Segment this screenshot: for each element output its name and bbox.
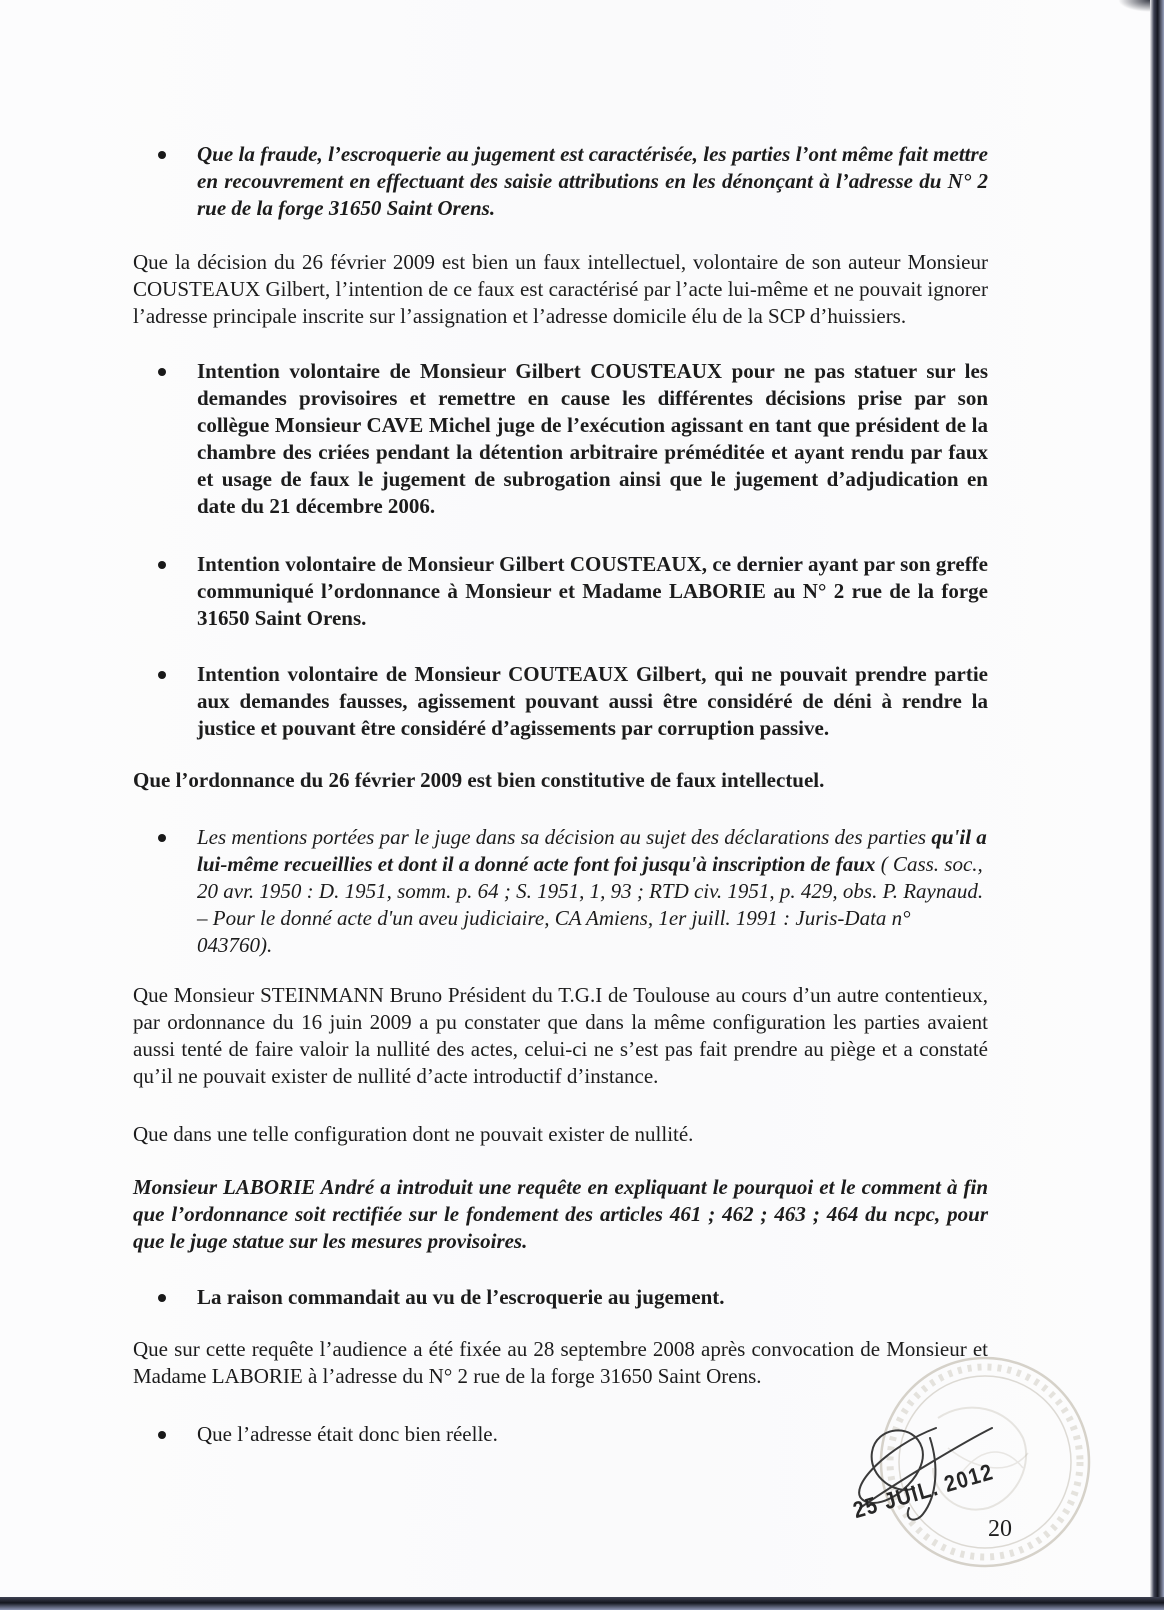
bullet-text: Intention volontaire de Monsieur Gilbert COUSTEAUX pour ne pas statuer sur les demandes provisoires et remettre en cause les différentes décisions prise par son collègue Monsieur CAVE Michel juge de l’exécution agissant en tant que président de la chambre des criées pendant la détention arbitraire préméditée et ayant rendu par faux et usage de faux le jugement de subrogation ainsi que le jugement d’adjudication en date du 21 décembre 2006. <box>197 359 988 518</box>
paragraph-text: Que la décision du 26 février 2009 est bien un faux intellectuel, volontaire de son auteur Monsieur COUSTEAUX Gilbert, l’intention de ce faux est caractérisé par l’acte lui-même et ne pouvait ignorer l’adresse principale inscrite sur l’assignation et l’adresse domicile élu de la SCP d’huissiers. <box>133 250 988 328</box>
bullet-icon <box>158 671 166 679</box>
document-body <box>133 141 988 1448</box>
para-configuration-nullite <box>133 1121 988 1148</box>
date-stamp: 25 JUIL. 2012 <box>850 1459 997 1524</box>
bullet-raison-commandait <box>133 1284 988 1311</box>
bullet-intention-statuer <box>133 358 988 520</box>
paragraph-text: Que dans une telle configuration dont ne pouvait exister de nullité. <box>133 1122 694 1146</box>
citation-reference: ( Cass. soc., 20 avr. 1950 : D. 1951, somm. p. 64 ; S. 1951, 1, 93 ; RTD civ. 1951, p. 429, obs. P. Raynaud. – Pour le donné acte d'un aveu judiciaire, CA Amiens, 1er juill. 1991 : Juris-Data n° 043760). <box>197 852 984 957</box>
bullet-intention-couteaux <box>133 661 988 742</box>
bullet-icon <box>158 1431 166 1439</box>
para-decision-faux <box>133 249 988 330</box>
bullet-fraude-escroquerie <box>133 141 988 222</box>
paragraph-text: Que l’ordonnance du 26 février 2009 est bien constitutive de faux intellectuel. <box>133 768 825 792</box>
bullet-text: Que l’adresse était donc bien réelle. <box>197 1422 498 1446</box>
bullet-icon <box>158 1294 166 1302</box>
paragraph-text: Que sur cette requête l’audience a été fixée au 28 septembre 2008 après convocation de Monsieur et Madame LABORIE à l’adresse du N° 2 rue de la forge 31650 Saint Orens. <box>133 1337 988 1388</box>
paragraph-text: Que Monsieur STEINMANN Bruno Président du T.G.I de Toulouse au cours d’un autre contentieux, par ordonnance du 16 juin 2009 a pu constater que dans la même configuration les parties avaient aussi tenté de faire valoir la nullité des actes, celui-ci ne s’est pas fait prendre au piège et a constaté qu’il ne pouvait exister de nullité d’acte introductif d’instance. <box>133 983 988 1088</box>
bullet-icon <box>158 368 166 376</box>
bullet-text: Intention volontaire de Monsieur Gilbert COUSTEAUX, ce dernier ayant par son greffe communiqué l’ordonnance à Monsieur et Madame LABORIE au N° 2 rue de la forge 31650 Saint Orens. <box>197 552 988 630</box>
bullet-mentions-juge <box>133 824 988 959</box>
bullet-icon <box>158 834 166 842</box>
bullet-intention-greffe <box>133 551 988 632</box>
citation-lead: Les mentions portées par le juge dans sa décision au sujet des déclarations des parties <box>197 825 932 849</box>
bullet-icon <box>158 561 166 569</box>
bullet-icon <box>158 151 166 159</box>
para-ordonnance-faux-intellectuel <box>133 767 988 794</box>
page-number: 20 <box>988 1516 1012 1542</box>
bullet-text: Que la fraude, l’escroquerie au jugement est caractérisée, les parties l’ont même fait mettre en recouvrement en effectuant des saisie attributions en les dénonçant à l’adresse du N° 2 rue de la forge 31650 Saint Orens. <box>197 142 988 220</box>
bullet-text: La raison commandait au vu de l’escroquerie au jugement. <box>197 1285 725 1309</box>
citation-emphasis: qu'il a lui-même recueillies et dont il a donné acte font foi jusqu'à inscription de faux <box>197 825 987 876</box>
bullet-text: Intention volontaire de Monsieur COUTEAUX Gilbert, qui ne pouvait prendre partie aux demandes fausses, agissement pouvant aussi être considéré de déni à rendre la justice et pouvant être considéré d’agissements par corruption passive. <box>197 662 988 740</box>
para-steinmann <box>133 982 988 1090</box>
paragraph-text: Monsieur LABORIE André a introduit une requête en expliquant le pourquoi et le comment à fin que l’ordonnance soit rectifiée sur le fondement des articles 461 ; 462 ; 463 ; 464 du ncpc, pour que le juge statue sur les mesures provisoires. <box>133 1175 988 1253</box>
para-laborie-requete <box>133 1174 988 1255</box>
